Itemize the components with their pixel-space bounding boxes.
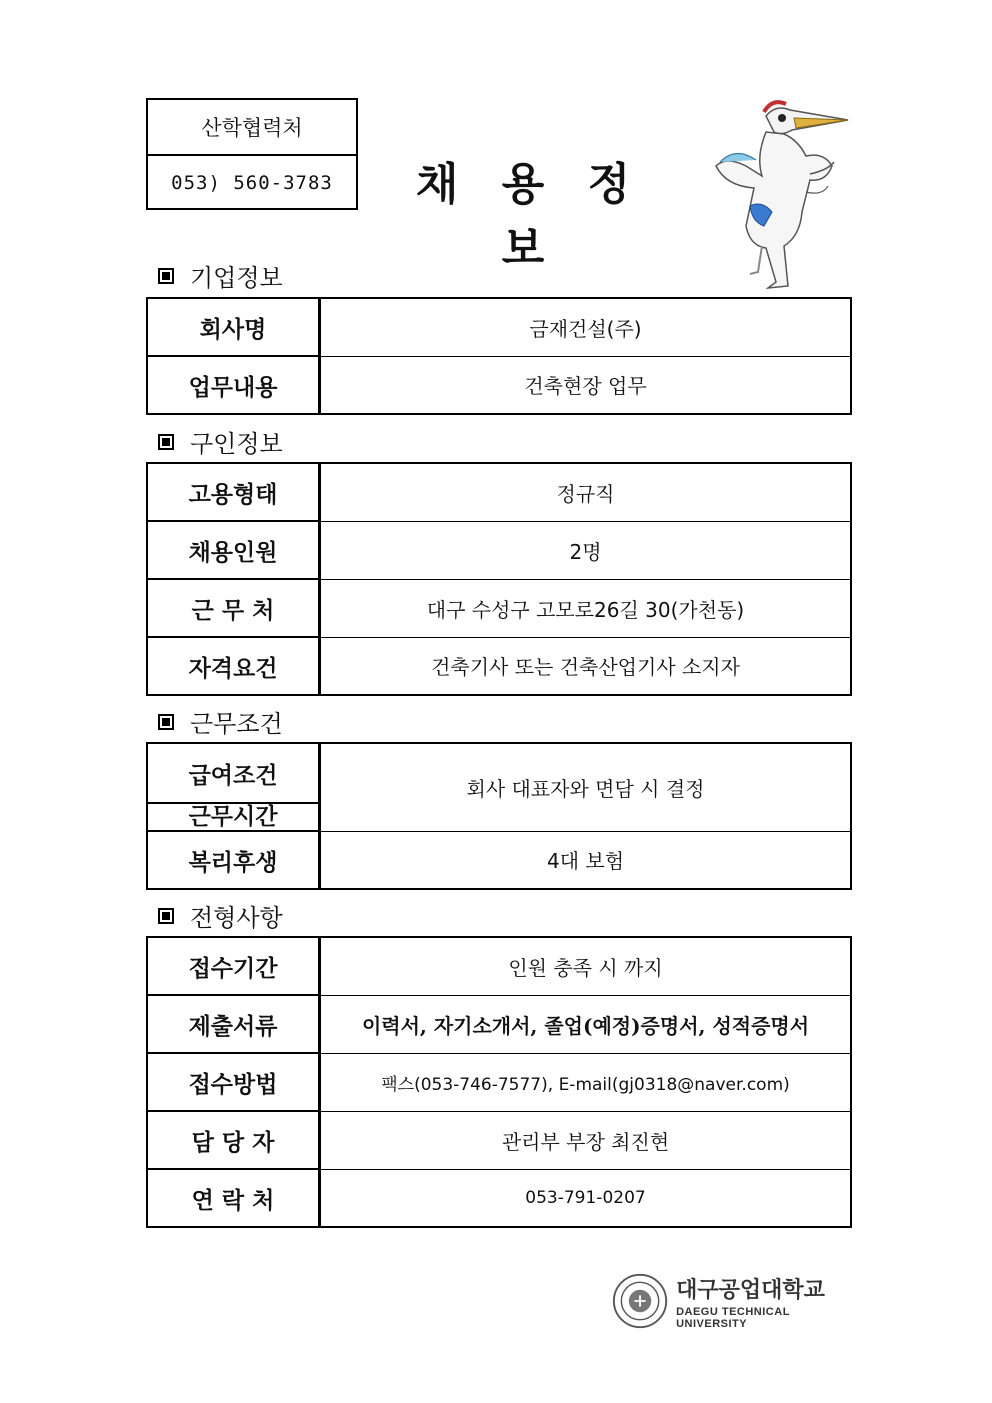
table-row — [147, 356, 851, 414]
crane-mascot-icon — [706, 96, 856, 291]
company-table — [146, 297, 852, 415]
salary-label: 급여조건 — [147, 743, 320, 803]
row-label: 접수기간 — [147, 937, 320, 995]
section-title-company — [158, 258, 283, 293]
filled-square-icon — [158, 268, 174, 284]
filled-square-icon — [158, 908, 174, 924]
row-value: 팩스(053-746-7577), E-mail(gj0318@naver.com) — [320, 1053, 852, 1111]
section-title-conditions — [158, 704, 283, 739]
table-row — [147, 579, 851, 637]
university-logo — [612, 1270, 852, 1332]
benefits-label: 복리후생 — [147, 831, 320, 889]
page-title: 채 용 정 보 — [415, 159, 645, 274]
filled-square-icon — [158, 714, 174, 730]
recruit-table — [146, 462, 852, 696]
section-title-text: 구인정보 — [190, 430, 283, 458]
table-row — [147, 831, 851, 889]
row-value: 정규직 — [320, 463, 852, 521]
logo-korean: 대구공업대학교 — [676, 1277, 825, 1303]
salary-hours-value: 회사 대표자와 면담 시 결정 — [320, 743, 852, 831]
filled-square-icon — [158, 434, 174, 450]
conditions-table — [146, 742, 852, 890]
row-value: 건축현장 업무 — [320, 356, 852, 414]
university-seal-icon — [612, 1271, 668, 1331]
hours-label: 근무시간 — [147, 803, 320, 831]
table-row — [147, 1111, 851, 1169]
row-value: 관리부 부장 최진현 — [320, 1111, 852, 1169]
section-title-text: 기업정보 — [190, 264, 283, 292]
logo-english: DAEGU TECHNICAL UNIVERSITY — [676, 1305, 790, 1330]
table-row — [147, 521, 851, 579]
table-row — [147, 1053, 851, 1111]
benefits-value: 4대 보험 — [320, 831, 852, 889]
table-row — [147, 298, 851, 356]
row-label: 업무내용 — [147, 356, 320, 414]
row-value: 대구 수성구 고모로26길 30(가천동) — [320, 579, 852, 637]
row-label: 연 락 처 — [147, 1169, 320, 1227]
row-value: 건축기사 또는 건축산업기사 소지자 — [320, 637, 852, 695]
table-row — [147, 637, 851, 695]
row-value: 이력서, 자기소개서, 졸업(예정)증명서, 성적증명서 — [320, 995, 852, 1053]
row-label: 근 무 처 — [147, 579, 320, 637]
row-label: 회사명 — [147, 298, 320, 356]
row-label: 접수방법 — [147, 1053, 320, 1111]
table-row — [147, 463, 851, 521]
section-title-selection — [158, 898, 283, 933]
row-label: 제출서류 — [147, 995, 320, 1053]
row-label: 자격요건 — [147, 637, 320, 695]
row-label: 담 당 자 — [147, 1111, 320, 1169]
section-title-recruit — [158, 424, 283, 459]
row-value: 금재건설(주) — [320, 298, 852, 356]
row-value: 053-791-0207 — [320, 1169, 852, 1227]
table-row — [147, 937, 851, 995]
contact-label: 산학협력처 — [148, 100, 356, 156]
row-value: 인원 충족 시 까지 — [320, 937, 852, 995]
contact-box — [146, 98, 358, 210]
row-value: 2명 — [320, 521, 852, 579]
table-row — [147, 743, 851, 803]
section-title-text: 전형사항 — [190, 904, 283, 932]
table-row — [147, 1169, 851, 1227]
selection-table — [146, 936, 852, 1228]
section-title-text: 근무조건 — [190, 710, 283, 738]
row-label: 고용형태 — [147, 463, 320, 521]
row-label: 채용인원 — [147, 521, 320, 579]
contact-phone: 053) 560-3783 — [171, 172, 333, 194]
table-row — [147, 995, 851, 1053]
